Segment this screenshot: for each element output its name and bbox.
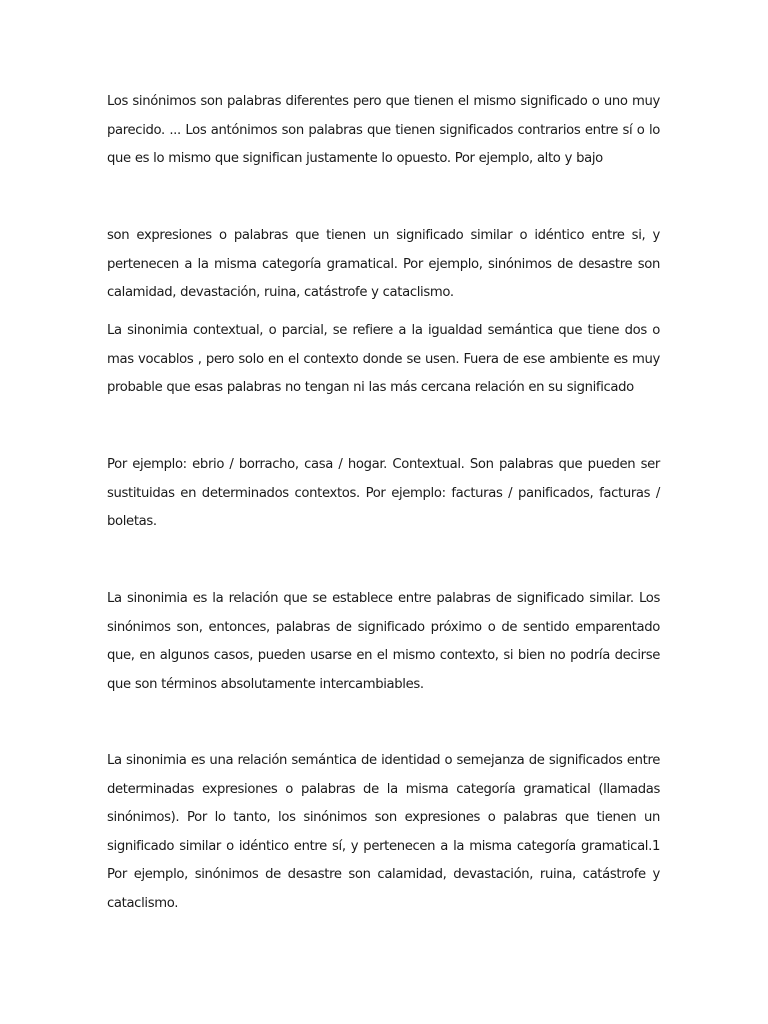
paragraph-6: La sinonimia es una relación semántica de identidad o semejanza de significados entre determinadas expresiones o palabras de la misma categoría gramatical (llamadas sinónimos). Por lo tanto, los sinónimos son expresiones o palabras que tienen un significado similar o idéntico entre sí, y pertenecen a la misma categoría gramatical.1 Por ejemplo, sinónimos de desastre son calamidad, devastación, ruina, catástrofe y cataclismo.: [107, 753, 660, 911]
paragraph-3: La sinonimia contextual, o parcial, se refiere a la igualdad semántica que tiene dos o mas vocablos , pero solo en el contexto donde se usen. Fuera de ese ambiente es muy probable que esas palabras no tengan ni las más cercana relación en su significado: [107, 323, 660, 395]
paragraph-4: Por ejemplo: ebrio / borracho, casa / hogar. Contextual. Son palabras que pueden ser sustituidas en determinados contextos. Por ejemplo: facturas / panificados, facturas / boletas.: [107, 457, 660, 529]
paragraph-5: La sinonimia es la relación que se establece entre palabras de significado similar. Los sinónimos son, entonces, palabras de significado próximo o de sentido emparentado que, en algunos casos, pueden usarse en el mismo contexto, si bien no podría decirse que son términos absolutamente intercambiables.: [107, 591, 660, 692]
paragraph-1: Los sinónimos son palabras diferentes pero que tienen el mismo significado o uno muy parecido. ... Los antónimos son palabras que tienen significados contrarios entre sí o lo que es lo mismo que significan justamente lo opuesto. Por ejemplo, alto y bajo: [107, 94, 660, 166]
paragraph-2: son expresiones o palabras que tienen un significado similar o idéntico entre si, y pertenecen a la misma categoría gramatical. Por ejemplo, sinónimos de desastre son calamidad, devastación, ruina, catástrofe y cataclismo.: [107, 228, 660, 300]
